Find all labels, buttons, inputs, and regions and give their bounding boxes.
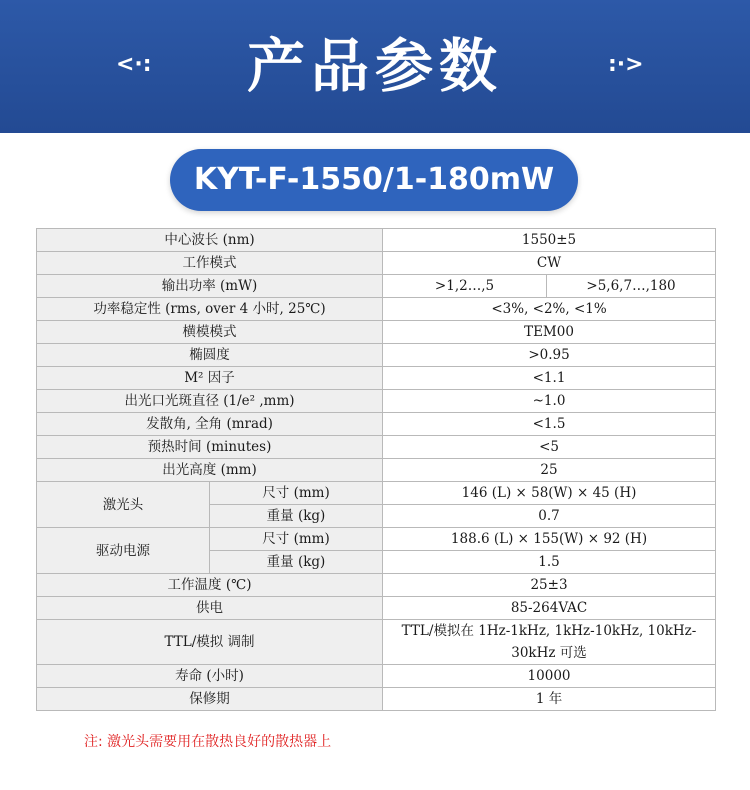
spec-value: CW	[383, 252, 716, 275]
spec-label: 中心波长 (nm)	[37, 229, 383, 252]
footnote: 注: 激光头需要用在散热良好的散热器上	[84, 734, 332, 750]
spec-label: 功率稳定性 (rms, over 4 小时, 25℃)	[37, 298, 383, 321]
spec-value: 85-264VAC	[383, 597, 716, 620]
spec-value: 1.5	[383, 551, 716, 574]
table-row	[37, 620, 716, 665]
spec-value: 10000	[383, 665, 716, 688]
spec-label: TTL/模拟 调制	[37, 620, 383, 665]
table-row	[37, 344, 716, 367]
table-row	[37, 436, 716, 459]
model-badge: KYT-F-1550/1-180mW	[170, 149, 578, 211]
spec-value: >1,2…,5	[383, 275, 547, 298]
spec-value: <5	[383, 436, 716, 459]
spec-label: 椭圆度	[37, 344, 383, 367]
table-row	[37, 321, 716, 344]
spec-value: 1550±5	[383, 229, 716, 252]
spec-label: 横模模式	[37, 321, 383, 344]
table-row	[37, 252, 716, 275]
spec-value: 146 (L) × 58(W) × 45 (H)	[383, 482, 716, 505]
spec-value: <3%, <2%, <1%	[383, 298, 716, 321]
spec-value: 25±3	[383, 574, 716, 597]
spec-label: 发散角, 全角 (mrad)	[37, 413, 383, 436]
spec-value: >0.95	[383, 344, 716, 367]
table-row	[37, 275, 716, 298]
spec-label: 供电	[37, 597, 383, 620]
spec-label: M² 因子	[37, 367, 383, 390]
table-row	[37, 482, 716, 505]
spec-value: 0.7	[383, 505, 716, 528]
table-row	[37, 528, 716, 551]
spec-value: 188.6 (L) × 155(W) × 92 (H)	[383, 528, 716, 551]
spec-table	[36, 228, 716, 711]
table-row	[37, 597, 716, 620]
table-row	[37, 298, 716, 321]
spec-value: 25	[383, 459, 716, 482]
header-banner	[0, 0, 750, 133]
spec-value: ~1.0	[383, 390, 716, 413]
spec-value: TTL/模拟在 1Hz-1kHz, 1kHz-10kHz, 10kHz-30kHz 可选	[383, 620, 716, 665]
spec-label: 预热时间 (minutes)	[37, 436, 383, 459]
table-row	[37, 390, 716, 413]
spec-label: 重量 (kg)	[210, 551, 383, 574]
spec-label: 工作模式	[37, 252, 383, 275]
table-row	[37, 688, 716, 711]
table-row	[37, 665, 716, 688]
group-label-laser-head: 激光头	[37, 482, 210, 528]
table-row	[37, 459, 716, 482]
table-row	[37, 574, 716, 597]
spec-value: <1.5	[383, 413, 716, 436]
spec-label: 保修期	[37, 688, 383, 711]
spec-label: 重量 (kg)	[210, 505, 383, 528]
spec-value: TEM00	[383, 321, 716, 344]
spec-label: 出光口光斑直径 (1/e² ,mm)	[37, 390, 383, 413]
group-label-driver: 驱动电源	[37, 528, 210, 574]
spec-label: 输出功率 (mW)	[37, 275, 383, 298]
spec-value: >5,6,7…,180	[547, 275, 716, 298]
spec-label: 出光高度 (mm)	[37, 459, 383, 482]
spec-value: <1.1	[383, 367, 716, 390]
page-title: 产品参数	[246, 32, 503, 100]
spec-label: 寿命 (小时)	[37, 665, 383, 688]
spec-label: 工作温度 (℃)	[37, 574, 383, 597]
table-row	[37, 229, 716, 252]
spec-value: 1 年	[383, 688, 716, 711]
spec-label: 尺寸 (mm)	[210, 482, 383, 505]
table-row	[37, 413, 716, 436]
right-decoration-icon: :·>	[608, 52, 644, 77]
spec-label: 尺寸 (mm)	[210, 528, 383, 551]
left-decoration-icon: <·:	[116, 52, 152, 77]
table-row	[37, 367, 716, 390]
